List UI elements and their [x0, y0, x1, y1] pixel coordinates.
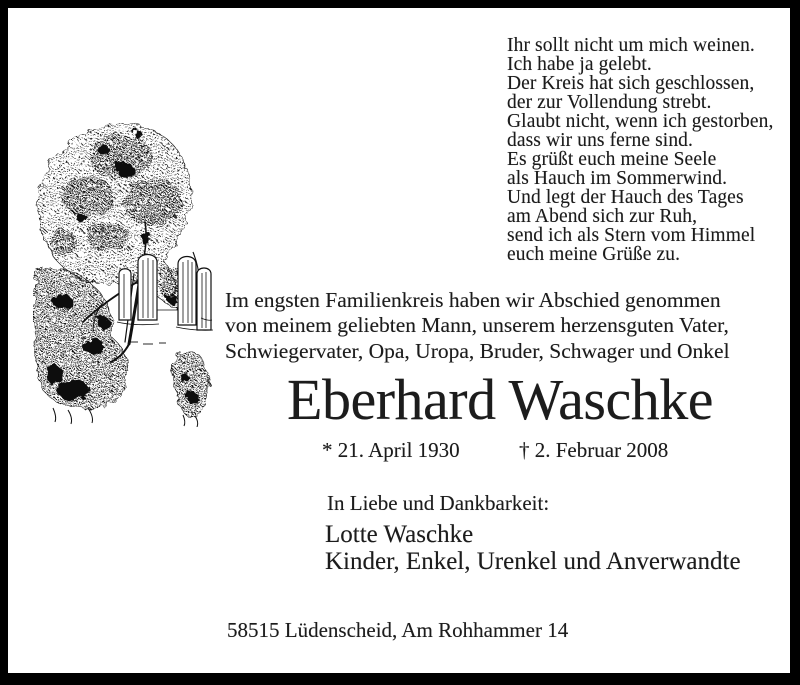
- announcement-line: Schwiegervater, Opa, Uropa, Bruder, Schwager und Onkel: [225, 338, 730, 363]
- death-date: † 2. Februar 2008: [519, 438, 669, 462]
- mourner-name: Lotte Waschke: [325, 521, 474, 548]
- poem-line: Glaubt nicht, wenn ich gestorben,: [507, 111, 774, 132]
- address-line: 58515 Lüdenscheid, Am Rohhammer 14: [227, 618, 569, 642]
- memorial-poem: [507, 36, 773, 264]
- poem-line: Ihr sollt nicht um mich weinen.: [507, 35, 755, 56]
- poem-line: der zur Vollendung strebt.: [507, 92, 712, 113]
- deceased-name: Eberhard Waschke: [287, 367, 713, 432]
- tree-and-ruins-etching-icon: [33, 122, 218, 427]
- announcement-line: Im engsten Familienkreis haben wir Abschied genommen: [225, 288, 721, 312]
- poem-line: Ich habe ja gelebt.: [507, 54, 652, 75]
- mourner-relatives: Kinder, Enkel, Urenkel und Anverwandte: [325, 548, 741, 575]
- poem-line: Und legt der Hauch des Tages: [507, 187, 744, 208]
- poem-line: send ich als Stern vom Himmel: [507, 225, 756, 246]
- poem-line: euch meine Grüße zu.: [507, 244, 681, 265]
- announcement-text: [225, 288, 730, 364]
- birth-date: * 21. April 1930: [322, 438, 460, 462]
- announcement-line: von meinem geliebten Mann, unserem herzensguten Vater,: [225, 313, 729, 338]
- poem-line: als Hauch im Sommerwind.: [507, 168, 728, 189]
- poem-line: am Abend sich zur Ruh,: [507, 206, 698, 227]
- poem-line: Der Kreis hat sich geschlossen,: [507, 73, 755, 94]
- closing-intro: In Liebe und Dankbarkeit:: [327, 491, 550, 515]
- poem-line: Es grüßt euch meine Seele: [507, 149, 717, 170]
- poem-line: dass wir uns ferne sind.: [507, 130, 693, 151]
